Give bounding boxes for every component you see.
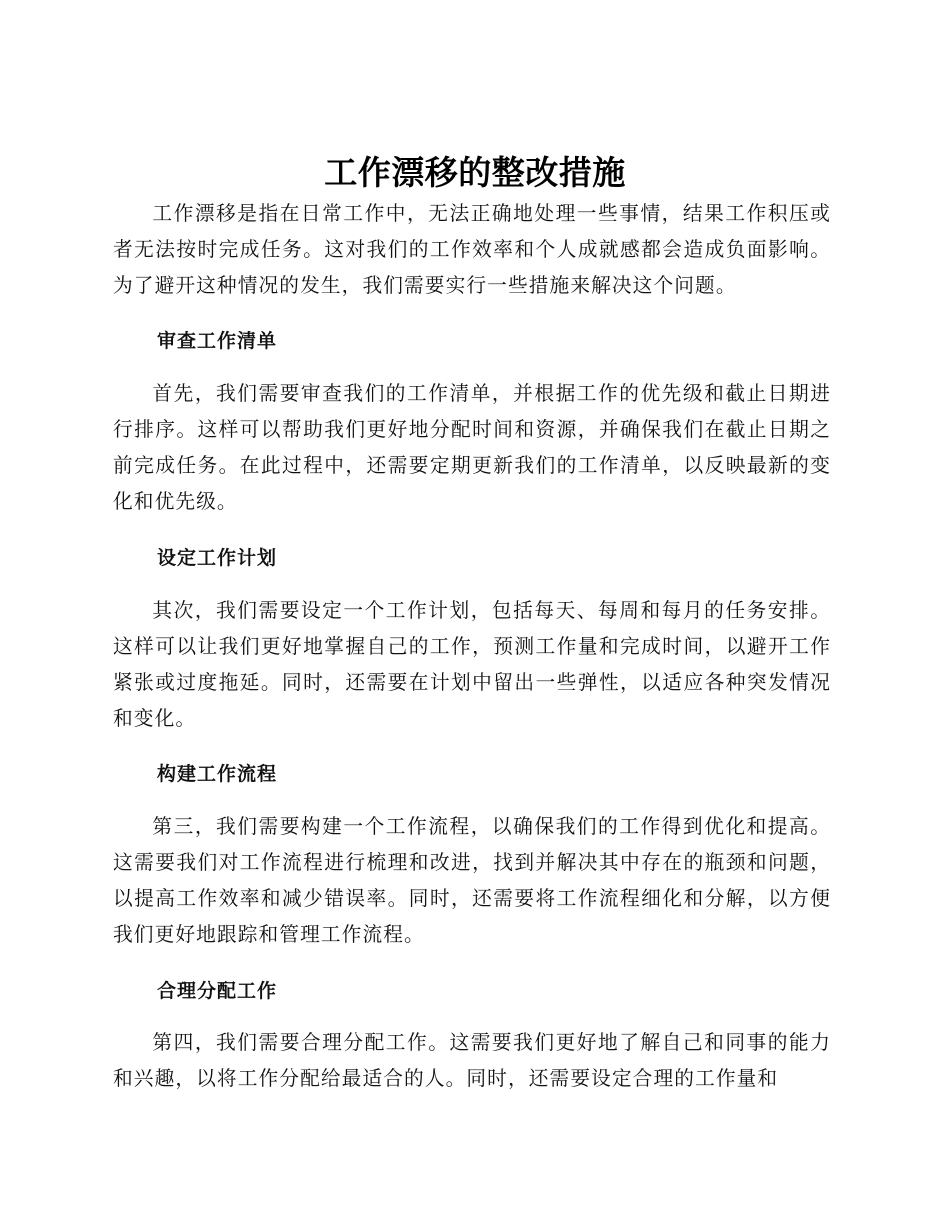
section-heading-allocate-work: 合理分配工作 (157, 980, 278, 1002)
section-body-review-list: 首先，我们需要审查我们的工作清单，并根据工作的优先级和截止日期进行排序。这样可以帮助我们更好地分配时间和资源，并确保我们在截止日期之前完成任务。在此过程中，还需要定期更新我们的工作清单，以反映最新的变化和优先级。 (113, 382, 831, 513)
section-body-workflow: 第三，我们需要构建一个工作流程，以确保我们的工作得到优化和提高。这需要我们对工作流程进行梳理和改进，找到并解决其中存在的瓶颈和问题，以提高工作效率和减少错误率。同时，还需要将工作流程细化和分解，以方便我们更好地跟踪和管理工作流程。 (113, 815, 831, 946)
section-heading-review-list: 审查工作清单 (157, 330, 278, 352)
section-body-work-plan: 其次，我们需要设定一个工作计划，包括每天、每周和每月的任务安排。这样可以让我们更好地掌握自己的工作，预测工作量和完成时间，以避开工作紧张或过度拖延。同时，还需要在计划中留出一些弹性，以适应各种突发情况和变化。 (113, 599, 831, 730)
document-title: 工作漂移的整改措施 (324, 153, 626, 192)
intro-paragraph: 工作漂移是指在日常工作中，无法正确地处理一些事情，结果工作积压或者无法按时完成任务。这对我们的工作效率和个人成就感都会造成负面影响。为了避开这种情况的发生，我们需要实行一些措施来解决这个问题。 (113, 202, 831, 297)
section-heading-workflow: 构建工作流程 (157, 763, 278, 785)
section-body-allocate-work: 第四，我们需要合理分配工作。这需要我们更好地了解自己和同事的能力和兴趣，以将工作分配给最适合的人。同时，还需要设定合理的工作量和 (113, 1031, 831, 1090)
section-heading-work-plan: 设定工作计划 (157, 547, 278, 569)
